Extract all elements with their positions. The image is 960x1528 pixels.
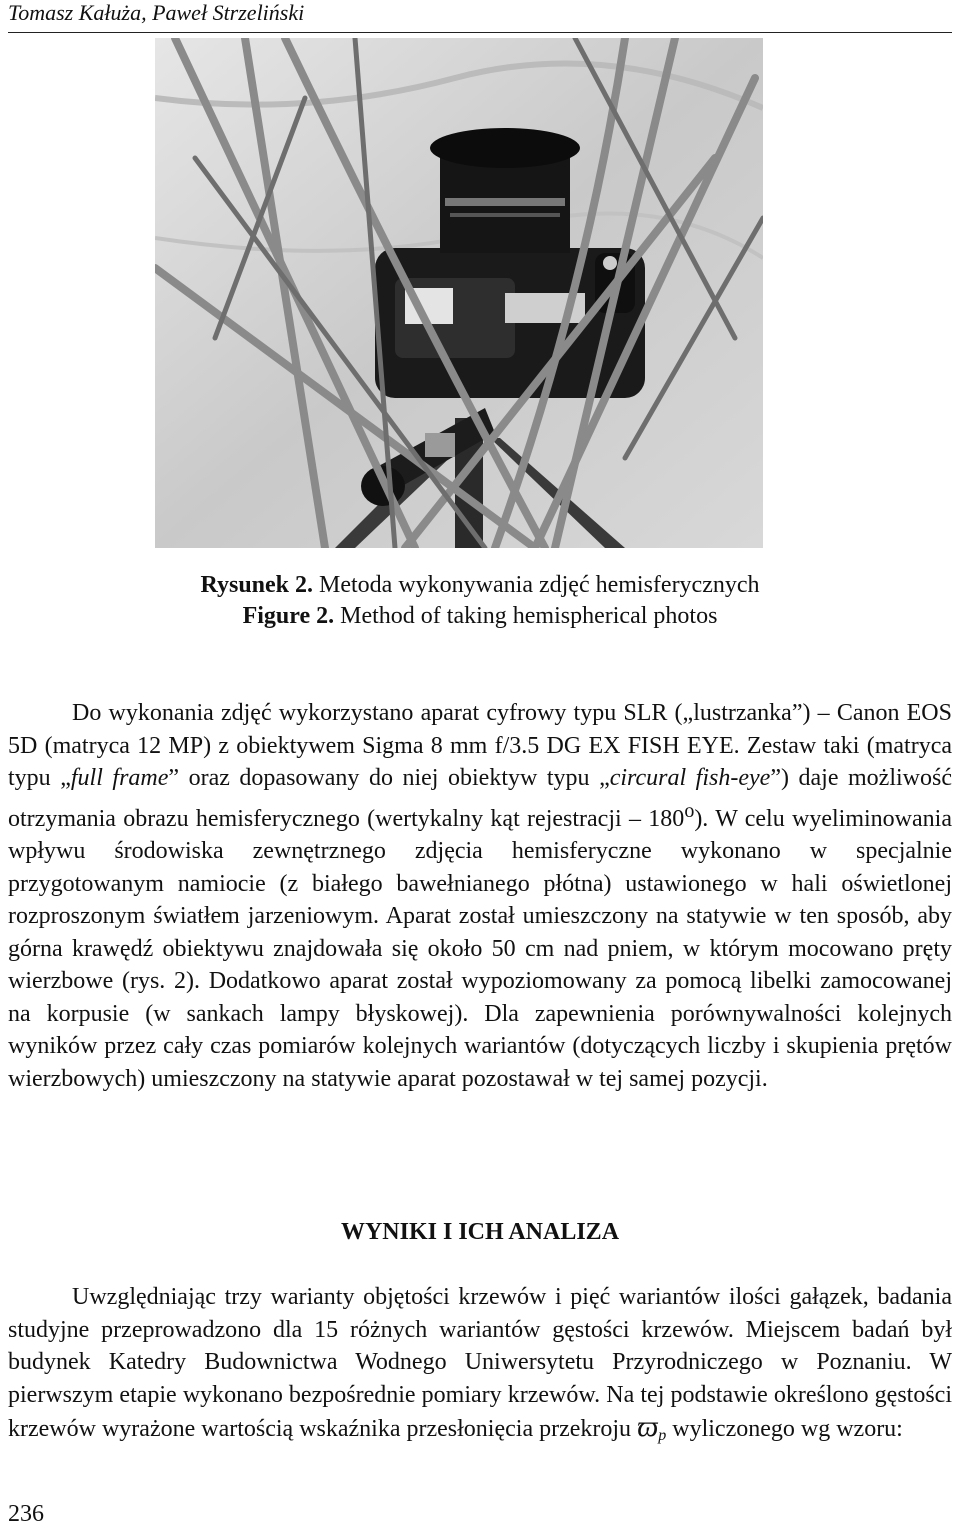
p2-text-1: Uwzględniając trzy warianty objętości krzewów i pięć wariantów ilości gałązek, badania studyjne przeprowadzono dla 15 różnych wariantów gęstości krzewów. Miejscem badań był budynek Katedry Budownictwa Wodnego Uniwersytetu Przyrodniczego w Poznaniu. W pierwszym etapie wykonano bezpośrednie pomiary krzewów. Na tej podstawie określono gęstości krzewów wyrażone wartością wskaźnika przesłonięcia przekroju bbox=[8, 1284, 952, 1442]
header-rule bbox=[8, 32, 952, 33]
p1-text-2: ” oraz dopasowany do niej obiektyw typu „ bbox=[168, 765, 610, 791]
caption-text-english: Method of taking hemispherical photos bbox=[334, 603, 718, 629]
p1-degree-superscript: o bbox=[684, 799, 695, 822]
paragraph-results-intro bbox=[8, 1281, 952, 1453]
page-number: 236 bbox=[8, 1501, 44, 1527]
p2-text-2: wyliczonego wg wzoru: bbox=[666, 1416, 903, 1442]
paragraph-camera-setup bbox=[8, 697, 952, 1095]
camera-photo-illustration bbox=[155, 38, 763, 548]
omega-subscript: p bbox=[658, 1427, 667, 1444]
p1-text-4: ). W celu wyeliminowania wpływu środowiska zewnętrznego zdjęcia hemisferyczne wykonano w specjalnie przygotowanym namiocie (z białego bawełnianego płótna) ustawionego w hali oświetlonej rozproszonym światłem jarzeniowym. Aparat został umieszczony na statywie w ten sposób, aby górna krawędź obiektywu znajdowała się około 50 cm nad pniem, w którym mocowano pręty wierzbowe (rys. 2). Dodatkowo aparat został wypoziomowany za pomocą libelki zamocowanej na korpusie (w sankach lampy błyskowej). Dla zapewnienia porównywalności kolejnych wyników przez cały czas pomiarów kolejnych wariantów (dotyczących liczby i skupienia prętów wierzbowych) umieszczony na statywie aparat pozostawał w tej samej pozycji. bbox=[8, 805, 952, 1092]
p1-italic-full-frame: full frame bbox=[70, 765, 169, 791]
caption-label-polish: Rysunek 2. bbox=[200, 572, 314, 598]
methods-paragraph bbox=[8, 697, 952, 1095]
figure-caption-polish bbox=[0, 570, 960, 601]
caption-label-english: Figure 2. bbox=[242, 603, 335, 629]
section-heading-results: WYNIKI I ICH ANALIZA bbox=[340, 1219, 620, 1245]
figure-photo-camera-in-willow-rods bbox=[155, 38, 763, 548]
figure-caption-english bbox=[0, 601, 960, 632]
p1-text-3: ”) daje możliwość otrzymania obrazu hemisferycznego (wertykalny kąt rejestracji – 180 bbox=[8, 765, 952, 832]
results-paragraph bbox=[8, 1281, 952, 1453]
omega-symbol: ϖ bbox=[637, 1410, 659, 1443]
p1-italic-fish-eye: circural fish-eye bbox=[609, 765, 771, 791]
p1-text-1: Do wykonania zdjęć wykorzystano aparat cyfrowy typu SLR („lustrzanka”) – Canon EOS 5D (matryca 12 MP) z obiektywem Sigma 8 mm f/3.5 DG EX FISH EYE. Zestaw taki (matryca typu „ bbox=[8, 700, 952, 791]
omega-p-symbol bbox=[637, 1410, 666, 1443]
running-head-authors: Tomasz Kałuża, Paweł Strzeliński bbox=[8, 0, 305, 25]
caption-text-polish: Metoda wykonywania zdjęć hemisferycznych bbox=[313, 572, 760, 598]
